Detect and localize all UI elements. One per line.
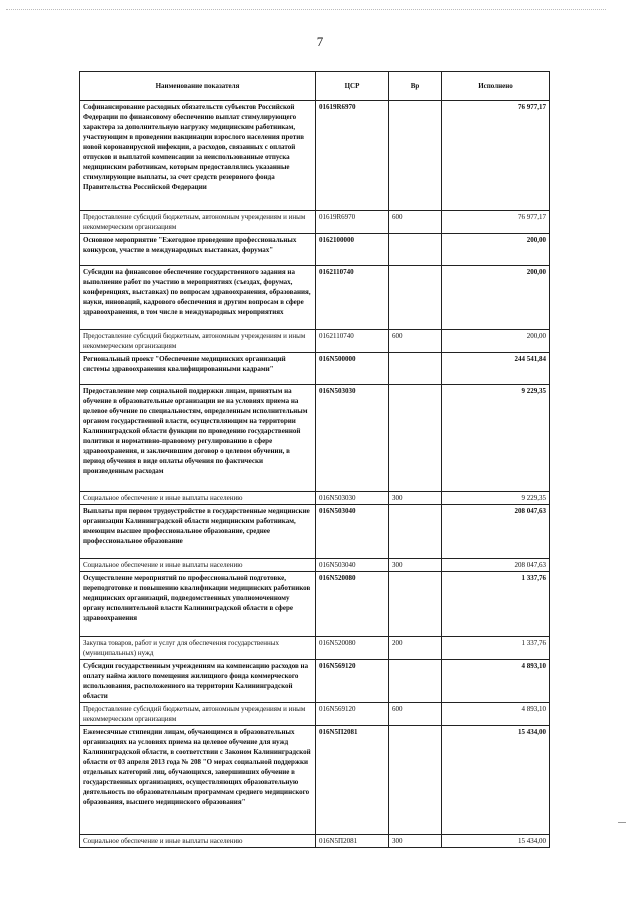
- cell-amount: 4 893,10: [442, 703, 550, 726]
- cell-csr: 016N503030: [316, 492, 389, 505]
- cell-csr: 01619R6970: [316, 211, 389, 234]
- cell-name: Предоставление субсидий бюджетным, автономным учреждениям и иным некоммерческим организациям: [80, 330, 316, 353]
- table-row: [80, 703, 550, 726]
- cell-vr: [389, 660, 442, 703]
- cell-amount: 200,00: [442, 234, 550, 266]
- table-row: [80, 505, 550, 559]
- cell-vr: [389, 234, 442, 266]
- cell-amount: 244 541,84: [442, 353, 550, 385]
- cell-amount: 76 977,17: [442, 211, 550, 234]
- cell-name: Субсидии на финансовое обеспечение государственного задания на выполнение работ по участию в мероприятиях (съездах, форумах, конференциях, выставках) по вопросам здравоохранения, образования, науки, инноваций, кадрового обеспечения и другим вопросам в сфере здравоохранения, в том числе в международных мероприятиях: [80, 266, 316, 330]
- table-row: [80, 266, 550, 330]
- cell-amount: 9 229,35: [442, 385, 550, 492]
- cell-amount: 15 434,00: [442, 835, 550, 848]
- cell-name: Основное мероприятие "Ежегодное проведение профессиональных конкурсов, участие в международных выставках, форумах": [80, 234, 316, 266]
- table-row: [80, 835, 550, 848]
- cell-name: Закупка товаров, работ и услуг для обеспечения государственных (муниципальных) нужд: [80, 637, 316, 660]
- header-vr: Вр: [389, 72, 442, 101]
- table-row: [80, 572, 550, 637]
- cell-amount: 1 337,76: [442, 572, 550, 637]
- cell-vr: [389, 101, 442, 211]
- cell-vr: 600: [389, 330, 442, 353]
- cell-csr: 016N503040: [316, 505, 389, 559]
- cell-csr: 0162100000: [316, 234, 389, 266]
- cell-csr: 016N569120: [316, 660, 389, 703]
- cell-vr: 200: [389, 637, 442, 660]
- table-row: [80, 726, 550, 835]
- cell-csr: 0162110740: [316, 266, 389, 330]
- cell-csr: 016N569120: [316, 703, 389, 726]
- table-row: [80, 385, 550, 492]
- cell-name: Социальное обеспечение и иные выплаты населению: [80, 835, 316, 848]
- page-number: 7: [316, 34, 324, 49]
- cell-csr: 016N5П2081: [316, 835, 389, 848]
- cell-csr: 016N503040: [316, 559, 389, 572]
- header-amount: Исполнено: [442, 72, 550, 101]
- cell-csr: 0162110740: [316, 330, 389, 353]
- cell-csr: 016N520080: [316, 572, 389, 637]
- cell-name: Социальное обеспечение и иные выплаты населению: [80, 492, 316, 505]
- table-header-row: [80, 72, 550, 101]
- cell-vr: 300: [389, 835, 442, 848]
- table-row: [80, 559, 550, 572]
- cell-name: Региональный проект "Обеспечение медицинских организаций системы здравоохранения квалифицированными кадрами": [80, 353, 316, 385]
- cell-name: Предоставление субсидий бюджетным, автономным учреждениям и иным некоммерческим организациям: [80, 703, 316, 726]
- cell-vr: [389, 572, 442, 637]
- cell-csr: 016N5П2081: [316, 726, 389, 835]
- cell-vr: 300: [389, 559, 442, 572]
- cell-vr: 600: [389, 211, 442, 234]
- cell-vr: [389, 353, 442, 385]
- table-row: [80, 211, 550, 234]
- table-row: [80, 101, 550, 211]
- header-name: Наименование показателя: [80, 72, 316, 101]
- cell-name: Осуществление мероприятий по профессиональной подготовке, переподготовке и повышению квалификации медицинских работников медицинских организаций, подведомственных уполномоченному органу исполнительной власти Калининградской области в сфере здравоохранения: [80, 572, 316, 637]
- table-row: [80, 637, 550, 660]
- cell-amount: 76 977,17: [442, 101, 550, 211]
- cell-vr: 300: [389, 492, 442, 505]
- table-row: [80, 660, 550, 703]
- cell-csr: 016N520080: [316, 637, 389, 660]
- cell-amount: 1 337,76: [442, 637, 550, 660]
- cell-vr: 600: [389, 703, 442, 726]
- cell-name: Социальное обеспечение и иные выплаты населению: [80, 559, 316, 572]
- cell-name: Выплаты при первом трудоустройстве в государственные медицинские организации Калининградской области медицинским работникам, имеющим высшее профессиональное образование, среднее профессиональное образование: [80, 505, 316, 559]
- cell-vr: [389, 505, 442, 559]
- budget-table: [79, 71, 550, 848]
- cell-vr: [389, 385, 442, 492]
- cell-amount: 208 047,63: [442, 505, 550, 559]
- cell-csr: 016N503030: [316, 385, 389, 492]
- cell-amount: 200,00: [442, 330, 550, 353]
- cell-name: Субсидии государственным учреждениям на компенсацию расходов на оплату найма жилого помещения жилищного фонда коммерческого использования, расположенного на территории Калининградской области: [80, 660, 316, 703]
- cell-amount: 200,00: [442, 266, 550, 330]
- cell-csr: 01619R6970: [316, 101, 389, 211]
- cell-amount: 4 893,10: [442, 660, 550, 703]
- cell-name: Предоставление субсидий бюджетным, автономным учреждениям и иным некоммерческим организациям: [80, 211, 316, 234]
- cell-csr: 016N500000: [316, 353, 389, 385]
- cell-name: Софинансирование расходных обязательств субъектов Российской Федерации по финансовому обеспечению выплат стимулирующего характера за дополнительную нагрузку медицинским работникам, участвующим в проведении вакцинации взрослого населения против новой коронавирусной инфекции, а расходов, связанных с оплатой отпусков и выплатой компенсации за неиспользованные отпуска медицинским работникам, которым предоставлялись указанные стимулирующие выплаты, за счет средств резервного фонда Правительства Российской Федерации: [80, 101, 316, 211]
- cell-amount: 208 047,63: [442, 559, 550, 572]
- header-csr: ЦСР: [316, 72, 389, 101]
- cell-vr: [389, 726, 442, 835]
- table-row: [80, 353, 550, 385]
- cell-vr: [389, 266, 442, 330]
- table-row: [80, 492, 550, 505]
- table-row: [80, 234, 550, 266]
- cell-name: Ежемесячные стипендии лицам, обучающимся в образовательных организациях на условиях приема на целевое обучение для нужд Калининградской области, в соответствии с Законом Калининградской области от 03 апреля 2013 года № 208 "О мерах социальной поддержки отдельных категорий лиц, обучающихся, завершивших обучение в государственных организациях, осуществляющих образовательную деятельность по образовательным программам среднего медицинского образования, высшего медицинского образования": [80, 726, 316, 835]
- scan-artifact-line: [6, 9, 606, 11]
- cell-name: Предоставление мер социальной поддержки лицам, принятым на обучение в образовательные организации не на условиях приема на целевое обучение по специальностям, определенным исполнительным органом государственной власти, осуществляющим на территории Калининградской области функции по проведению государственной политики и нормативно-правовому регулированию в сфере здравоохранения, и заключившим договор о целевом обучении, в период обучения в виде оплаты обучения по фактически произведенным расходам: [80, 385, 316, 492]
- cell-amount: 15 434,00: [442, 726, 550, 835]
- cell-amount: 9 229,35: [442, 492, 550, 505]
- edge-mark: [618, 822, 626, 823]
- table-row: [80, 330, 550, 353]
